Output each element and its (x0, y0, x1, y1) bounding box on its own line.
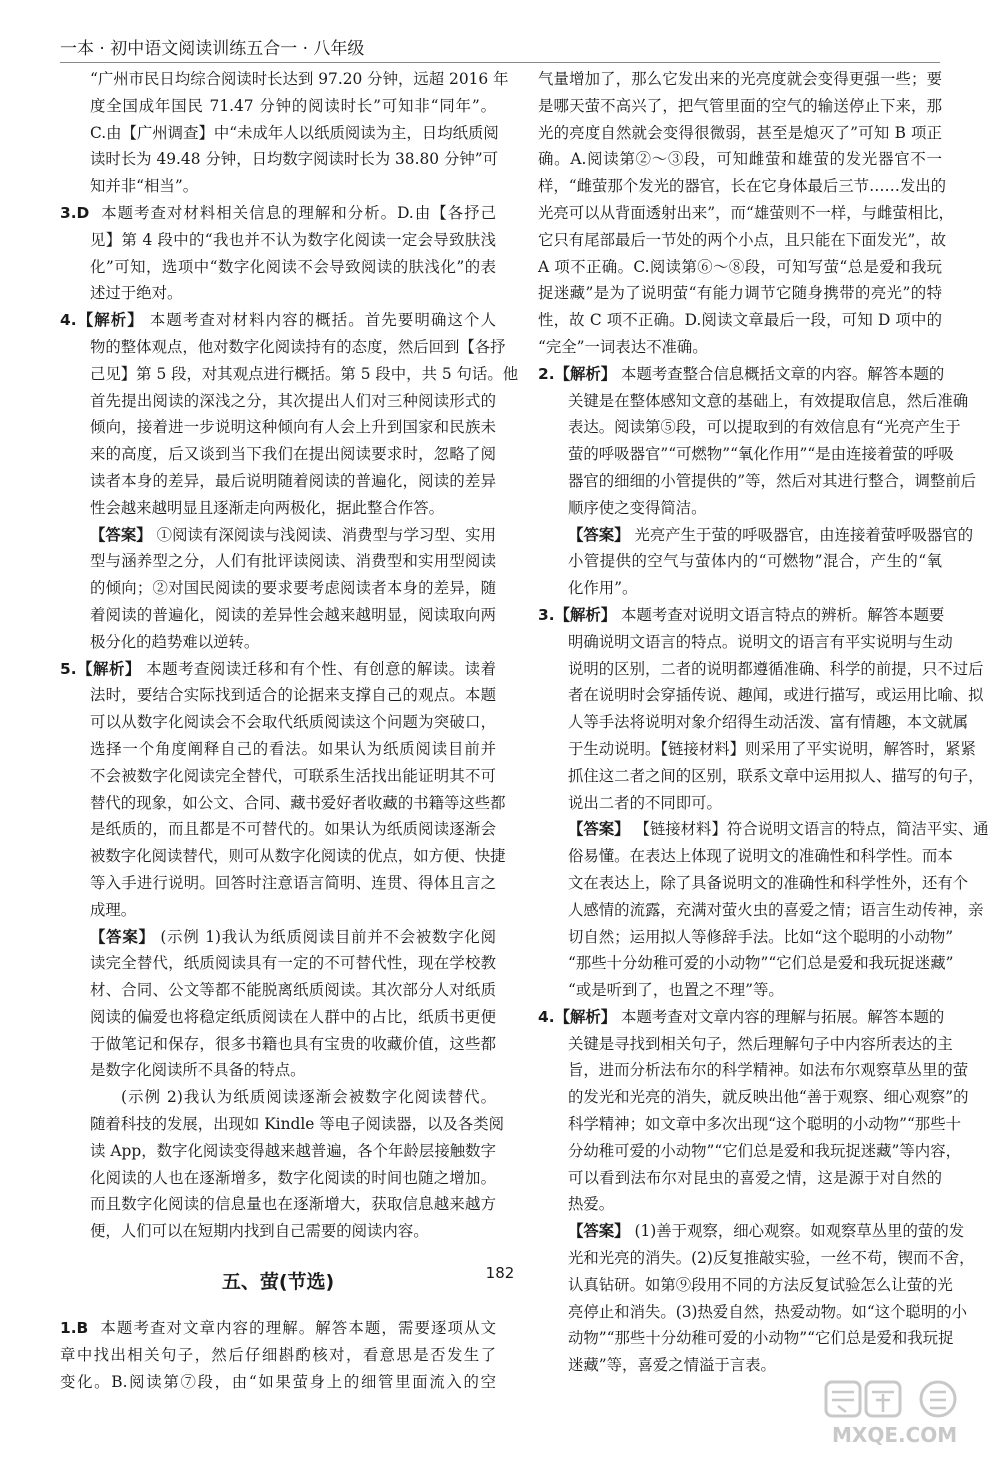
answer-5-analysis: 5.【解析】 本题考查阅读迁移和有个性、有创意的解读。读着 (60, 659, 496, 678)
text-line: 变化。B.阅读第⑦段，由“如果萤身上的细管里面流入的空 (60, 1372, 496, 1391)
text-line: 人等手法将说明对象介绍得生动活泼、富有情趣，本文就属 (568, 713, 969, 732)
text-line: 于做笔记和保存，很多书籍也具有宝贵的收藏价值，这些都 (90, 1034, 496, 1053)
text-line: 不会被数字化阅读完全替代，可联系生活找出能证明其不可 (90, 766, 496, 785)
text-line: 性会越来越明显且逐渐走向两极化，据此整合作答。 (90, 498, 444, 517)
text-line: 便，人们可以在短期内找到自己需要的阅读内容。 (90, 1222, 429, 1241)
text-line: 人感情的流露，充满对萤火虫的喜爱之情；语言生动传神，亲 (568, 900, 984, 919)
text-line: “那些十分幼稚可爱的小动物”“它们总是爱和我玩捉迷藏” (568, 954, 954, 973)
text-line: A 项不正确。C.阅读第⑥～⑧段，可知写萤“总是爱和我玩 (538, 257, 942, 276)
text-line: 是数字化阅读所不具备的特点。 (90, 1061, 306, 1080)
text-line: (示例 2)我认为纸质阅读逐渐会被数字化阅读替代。 (121, 1088, 496, 1107)
text-line: 化”可知，选项中“数字化阅读不会导致阅读的肤浅化”的表 (90, 257, 496, 276)
book-header: 一本 · 初中语文阅读训练五合一 · 八年级 (60, 39, 365, 59)
text-line: 度全国成年国民 71.47 分钟的阅读时长”可知非“同年”。 (90, 96, 496, 115)
text-line: 选择一个角度阐释自己的看法。如果认为纸质阅读目前并 (90, 739, 496, 758)
text-line: 抓住这二者之间的区别，联系文章中运用拟人、描写的句子， (568, 766, 984, 785)
text-line: 于生动说明。【链接材料】则采用了平实说明，解答时，紧紧 (568, 739, 976, 758)
text-line: “或是听到了，也置之不理”等。 (568, 981, 784, 1000)
text-line: 器官的细细的小管提供的”等，然后对其进行整合，调整前后 (568, 471, 977, 490)
text-line: 化作用”。 (568, 579, 638, 598)
text-line: 光亮可以从背面透射出来”，而“雄萤则不一样，与雌萤相比， (538, 203, 954, 222)
text-line: 首先提出阅读的深浅之分，其次提出人们对三种阅读形式的 (90, 391, 496, 410)
text-line: 萤的呼吸器官”“可燃物”“氧化作用”“是由连接着萤的呼吸 (568, 445, 954, 464)
analysis-tag: 【解析】 (554, 364, 617, 383)
question-number: 4. (60, 311, 77, 330)
text-line: 法时，要结合实际找到适合的论据来支撑自己的观点。本题 (90, 686, 496, 705)
text-line: 化阅读的人也在逐渐增多，数字化阅读的时间也随之增加。 (90, 1168, 496, 1187)
analysis-tag: 【解析】 (554, 605, 617, 624)
text-line: 等入手进行说明。回答时注意语言简明、连贯、得体且言之 (90, 873, 496, 892)
text-line: 认真钻研。如第⑨段用不同的方法反复试验怎么让萤的光 (568, 1275, 953, 1294)
text-line: 气量增加了，那么它发出来的光亮度就会变得更强一些；要 (538, 70, 942, 88)
text-line: 分幼稚可爱的小动物”“它们总是爱和我玩捉迷藏”等内容， (568, 1141, 961, 1160)
question-number: 1.B (60, 1319, 89, 1338)
text-line: 它只有尾部最后一节处的两个小点，且只能在下面发光”，故 (538, 230, 947, 249)
text-line: 是哪天萤不高兴了，把气管里面的空气的输送停止下来，那 (538, 96, 942, 115)
text-line: 性，故 C 项不正确。D.阅读文章最后一段，可知 D 项中的 (538, 311, 942, 330)
text-line: 阅读的偏爱也将稳定纸质阅读在人群中的占比，纸质书更便 (90, 1007, 496, 1026)
text-line: 读完全替代，纸质阅读具有一定的不可替代性，现在学校教 (90, 954, 496, 973)
text-line: 读 App，数字化阅读变得越来越普遍，各个年龄层接触数字 (90, 1141, 496, 1160)
text-line: 读时长为 49.48 分钟，日均数字阅读时长为 38.80 分钟”可 (90, 150, 498, 169)
question-number: 2. (538, 364, 555, 383)
answer-3: 3.D 本题考查对材料相关信息的理解和分析。D.由【各抒己 (60, 203, 496, 222)
header-rule (60, 62, 940, 63)
answer-tag: 【答案】 (568, 525, 630, 544)
text-line: 而且数字化阅读的信息量也在逐渐增大，获取信息越来越方 (90, 1195, 496, 1214)
answer-4: 【答案】 (1)善于观察，细心观察。如观察草丛里的萤的发 (568, 1222, 965, 1241)
question-number: 4. (538, 1007, 555, 1026)
question-number: 5. (60, 659, 77, 678)
answer-4: 【答案】 ①阅读有深阅读与浅阅读、消费型与学习型、实用 (90, 525, 496, 544)
text-line: 是纸质的，而且都是不可替代的。如果认为纸质阅读逐渐会 (90, 820, 496, 839)
page-number: 182 (485, 1264, 515, 1282)
text-line: 表达。阅读第⑤段，可以提取到的有效信息有“光亮产生于 (568, 418, 961, 437)
analysis-tag: 【解析】 (76, 659, 141, 678)
text-line: 倾向，接着进一步说明这种倾向有人会上升到国家和民族未 (90, 418, 496, 437)
answer-tag: 【答案】 (90, 525, 152, 544)
text-line: 章中找出相关句子，然后仔细斟酌核对，看意思是否发生了 (60, 1345, 496, 1364)
answer-tag: 【答案】 (568, 1222, 630, 1241)
answer-4-analysis: 4.【解析】 本题考查对文章内容的理解与拓展。解答本题的 (538, 1007, 945, 1026)
text-line: 俗易懂。在表达上体现了说明文的准确性和科学性。而本 (568, 847, 953, 866)
text-line: 知并非“相当”。 (90, 177, 199, 196)
text-line: C.由【广州调查】中“未成年人以纸质阅读为主，日均纸质阅 (90, 123, 499, 142)
text-line: 替代的现象，如公文、合同、藏书爱好者收藏的书籍等这些都 (90, 793, 506, 812)
text-line: 说出二者的不同即可。 (568, 793, 722, 812)
text-line: 确。A.阅读第②～③段，可知雌萤和雄萤的发光器官不一 (538, 150, 942, 169)
text-line: 动物”“那些十分幼稚可爱的小动物”“它们总是爱和我玩捉 (568, 1329, 954, 1348)
answer-s1: 1.B 本题考查对文章内容的理解。解答本题，需要逐项从文 (60, 1319, 496, 1338)
text-line: 迷藏”等，喜爱之情溢于言表。 (568, 1356, 776, 1375)
text-line: 随着科技的发展，出现如 Kindle 等电子阅读器，以及各类阅 (90, 1115, 504, 1134)
text-line: 旨，进而分析法布尔的科学精神。如法布尔观察草丛里的萤 (568, 1061, 969, 1080)
question-number: 3.D (60, 203, 90, 222)
text-line: 读者本身的差异，最后说明随着阅读的普遍化，阅读的差异 (90, 471, 496, 490)
answer-2: 【答案】 光亮产生于萤的呼吸器官，由连接着萤呼吸器官的 (568, 525, 974, 544)
text-line: 明确说明文语言的特点。说明文的语言有平实说明与生动 (568, 632, 953, 651)
text-line: 的发光和光亮的消失，就反映出他“善于观察、细心观察”的 (568, 1088, 969, 1107)
text-line: 型与涵养型之分，人们有批评读阅读、消费型和实用型阅读 (90, 552, 496, 571)
text-line: 述过于绝对。 (90, 284, 183, 303)
text-line: 文在表达上，除了具备说明文的准确性和科学性外，还有个 (568, 873, 969, 892)
text-line: 关键是在整体感知文意的基础上，有效提取信息，然后准确 (568, 391, 969, 410)
answer-tag: 【答案】 (90, 927, 155, 946)
text-line: 成理。 (90, 900, 137, 919)
text-line: 极分化的趋势难以逆转。 (90, 632, 260, 651)
text-line: 说明的区别，二者的说明都遵循准确、科学的前提，只不过后 (568, 659, 984, 678)
analysis-tag: 【解析】 (76, 311, 144, 330)
text-line: 顺序使之变得简洁。 (568, 498, 707, 517)
text-line: 着阅读的普遍化，阅读的差异性会越来越明显，阅读取向两 (90, 605, 496, 624)
text-line: 热爱。 (568, 1195, 615, 1214)
text-line: 科学精神；如文章中多次出现“这个聪明的小动物”“那些十 (568, 1115, 961, 1134)
analysis-tag: 【解析】 (554, 1007, 617, 1026)
text-line: 光的亮度自然就会变得很微弱，甚至是熄灭了”可知 B 项正 (538, 123, 942, 142)
answer-4-analysis: 4.【解析】 本题考查对材料内容的概括。首先要明确这个人 (60, 311, 496, 330)
text-line: 可以从数字化阅读会不会取代纸质阅读这个问题为突破口， (90, 713, 496, 732)
text-line: “完全”一词表达不准确。 (538, 337, 708, 356)
answer-3-analysis: 3.【解析】 本题考查对说明文语言特点的辨析。解答本题要 (538, 605, 945, 624)
text-line: 者在说明时会穿插传说、趣闻，或进行描写，或运用比喻、拟 (568, 686, 984, 705)
svg-text:MXQE.COM: MXQE.COM (832, 1423, 958, 1447)
text-line: 光和光亮的消失。(2)反复推敲实验，一丝不苟，锲而不舍， (568, 1249, 975, 1268)
text-line: 关键是寻找到相关句子，然后理解句子中内容所表达的主 (568, 1034, 953, 1053)
text-line: 的倾向；②对国民阅读的要求要考虑阅读者本身的差异，随 (90, 579, 496, 598)
question-number: 3. (538, 605, 555, 624)
text-line: 亮停止和消失。(3)热爱自然，热爱动物。如“这个聪明的小 (568, 1302, 968, 1321)
text-line: 捉迷藏”是为了说明萤“有能力调节它随身携带的亮光”的特 (538, 284, 942, 303)
text-line: 样，“雌萤那个发光的器官，长在它身体最后三节……发出的 (538, 177, 947, 196)
text-line: 切自然；运用拟人等修辞手法。比如“这个聪明的小动物” (568, 927, 954, 946)
text-line: 来的高度，后又谈到当下我们在提出阅读要求时，忽略了阅 (90, 445, 496, 464)
text-line: 材、合同、公文等都不能脱离纸质阅读。其次部分人对纸质 (90, 981, 496, 1000)
text-line: 物的整体观点，他对数字化阅读持有的态度，然后回到【各抒 (90, 337, 506, 356)
answer-2-analysis: 2.【解析】 本题考查整合信息概括文章的内容。解答本题的 (538, 364, 945, 383)
answer-3: 【答案】 【链接材料】符合说明文语言的特点，简洁平实、通 (568, 820, 989, 839)
watermark-logo (820, 1380, 990, 1450)
answer-tag: 【答案】 (568, 820, 630, 839)
text-line: 被数字化阅读替代，则可从数字化阅读的优点，如方便、快捷 (90, 847, 506, 866)
text-line: 见】第 4 段中的“我也并不认为数字化阅读一定会导致肤浅 (90, 230, 496, 249)
text-line: 小管提供的空气与萤体内的“可燃物”混合，产生的“氧 (568, 552, 942, 571)
text-line: 可以看到法布尔对昆虫的喜爱之情，这是源于对自然的 (568, 1168, 942, 1187)
section-title: 五、萤(节选) (221, 1271, 335, 1294)
answer-5: 【答案】 (示例 1)我认为纸质阅读目前并不会被数字化阅 (90, 927, 496, 946)
text-line: “广州市民日均综合阅读时长达到 97.20 分钟，远超 2016 年 (90, 70, 509, 88)
right-column (538, 66, 989, 1379)
text-line: 己见】第 5 段，对其观点进行概括。第 5 段中，共 5 句话。他 (90, 364, 519, 383)
